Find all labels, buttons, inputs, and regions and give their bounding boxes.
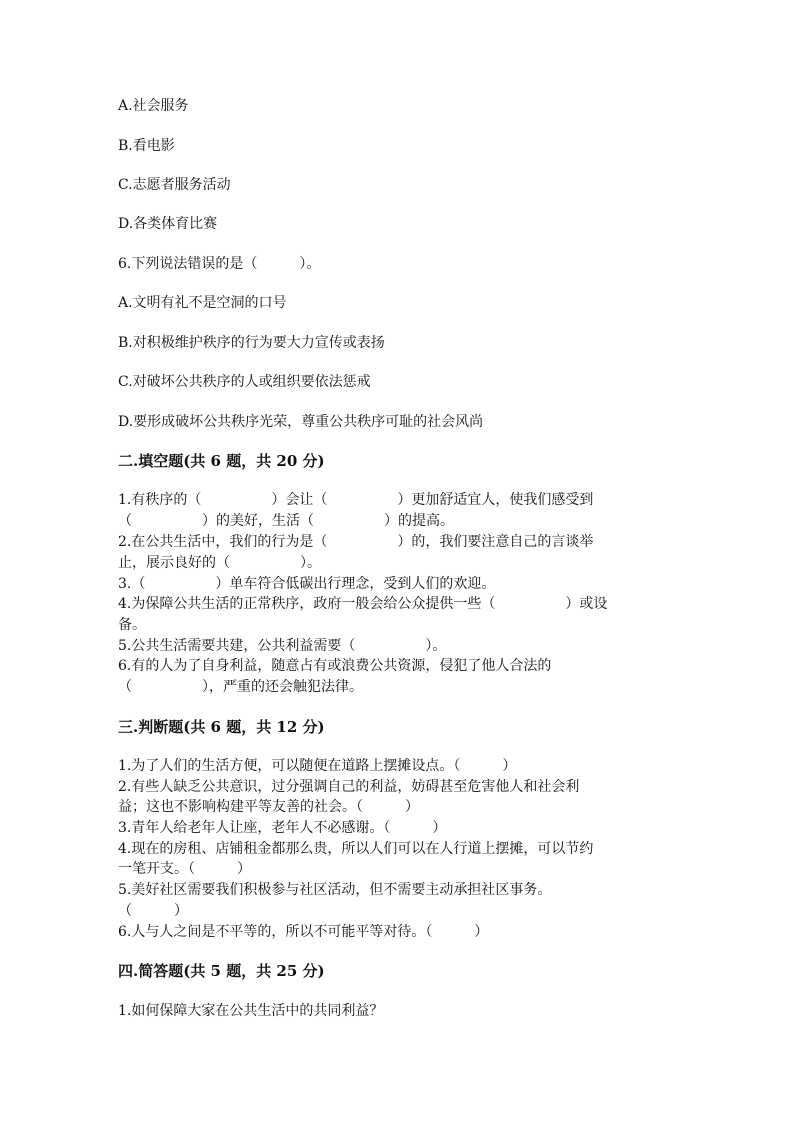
- fill-blank-line: 2.在公共生活中，我们的行为是（ ）的，我们要注意自己的言谈举: [118, 534, 594, 550]
- true-false-line: 1.为了人们的生活方便，可以随便在道路上摆摊设点。（ ）: [118, 758, 517, 774]
- true-false-line: 6.人与人之间是不平等的，所以不可能平等对待。（ ）: [118, 924, 489, 940]
- q6-option-c: C.对破坏公共秩序的人或组织要依法惩戒: [118, 374, 371, 390]
- fill-blank-line: 备。: [118, 617, 146, 633]
- section-heading-fill-blank: 二.填空题(共 6 题，共 20 分): [118, 452, 325, 470]
- fill-blank-line: （ ），严重的还会触犯法律。: [118, 679, 363, 695]
- fill-blank-line: 3.（ ）单车符合低碳出行理念，受到人们的欢迎。: [118, 576, 496, 592]
- true-false-line: 3.青年人给老年人让座，老年人不必感谢。（ ）: [118, 820, 447, 836]
- short-answer-question: 1.如何保障大家在公共生活中的共同利益？: [118, 1003, 384, 1019]
- fill-blank-line: 4.为保障公共生活的正常秩序，政府一般会给公众提供一些（ ）或设: [118, 596, 608, 612]
- fill-blank-line: 5.公共生活需要共建，公共利益需要（ ）。: [118, 638, 447, 654]
- true-false-line: 2.有些人缺乏公共意识，过分强调自己的利益，妨碍甚至危害他人和社会利: [118, 779, 580, 795]
- q6-option-b: B.对积极维护秩序的行为要大力宣传或表扬: [118, 335, 385, 351]
- section-heading-short-answer: 四.简答题(共 5 题，共 25 分): [118, 962, 325, 980]
- true-false-line: 益；这也不影响构建平等友善的社会。（ ）: [118, 799, 419, 815]
- q6-option-d: D.要形成破坏公共秩序光荣，尊重公共秩序可耻的社会风尚: [118, 414, 484, 430]
- true-false-line: 5.美好社区需要我们积极参与社区活动，但不需要主动承担社区事务。: [118, 882, 552, 898]
- q6-option-a: A.文明有礼不是空洞的口号: [118, 295, 287, 311]
- section-heading-true-false: 三.判断题(共 6 题，共 12 分): [118, 718, 325, 736]
- fill-blank-line: 止，展示良好的（ ）。: [118, 555, 321, 571]
- true-false-line: （ ）: [118, 903, 188, 919]
- q5-option-a: A.社会服务: [118, 98, 189, 114]
- q5-option-c: C.志愿者服务活动: [118, 177, 231, 193]
- fill-blank-line: （ ）的美好，生活（ ）的提高。: [118, 513, 454, 529]
- q5-option-d: D.各类体育比赛: [118, 216, 218, 232]
- true-false-line: 4.现在的房租、店铺租金都那么贵，所以人们可以在人行道上摆摊，可以节约: [118, 841, 594, 857]
- fill-blank-line: 1.有秩序的（ ）会让（ ）更加舒适宜人，使我们感受到: [118, 492, 594, 508]
- q6-stem: 6.下列说法错误的是（ ）。: [118, 256, 321, 272]
- fill-blank-line: 6.有的人为了自身利益，随意占有或浪费公共资源，侵犯了他人合法的: [118, 658, 552, 674]
- true-false-line: 一笔开支。（ ）: [118, 861, 251, 877]
- q5-option-b: B.看电影: [118, 138, 175, 154]
